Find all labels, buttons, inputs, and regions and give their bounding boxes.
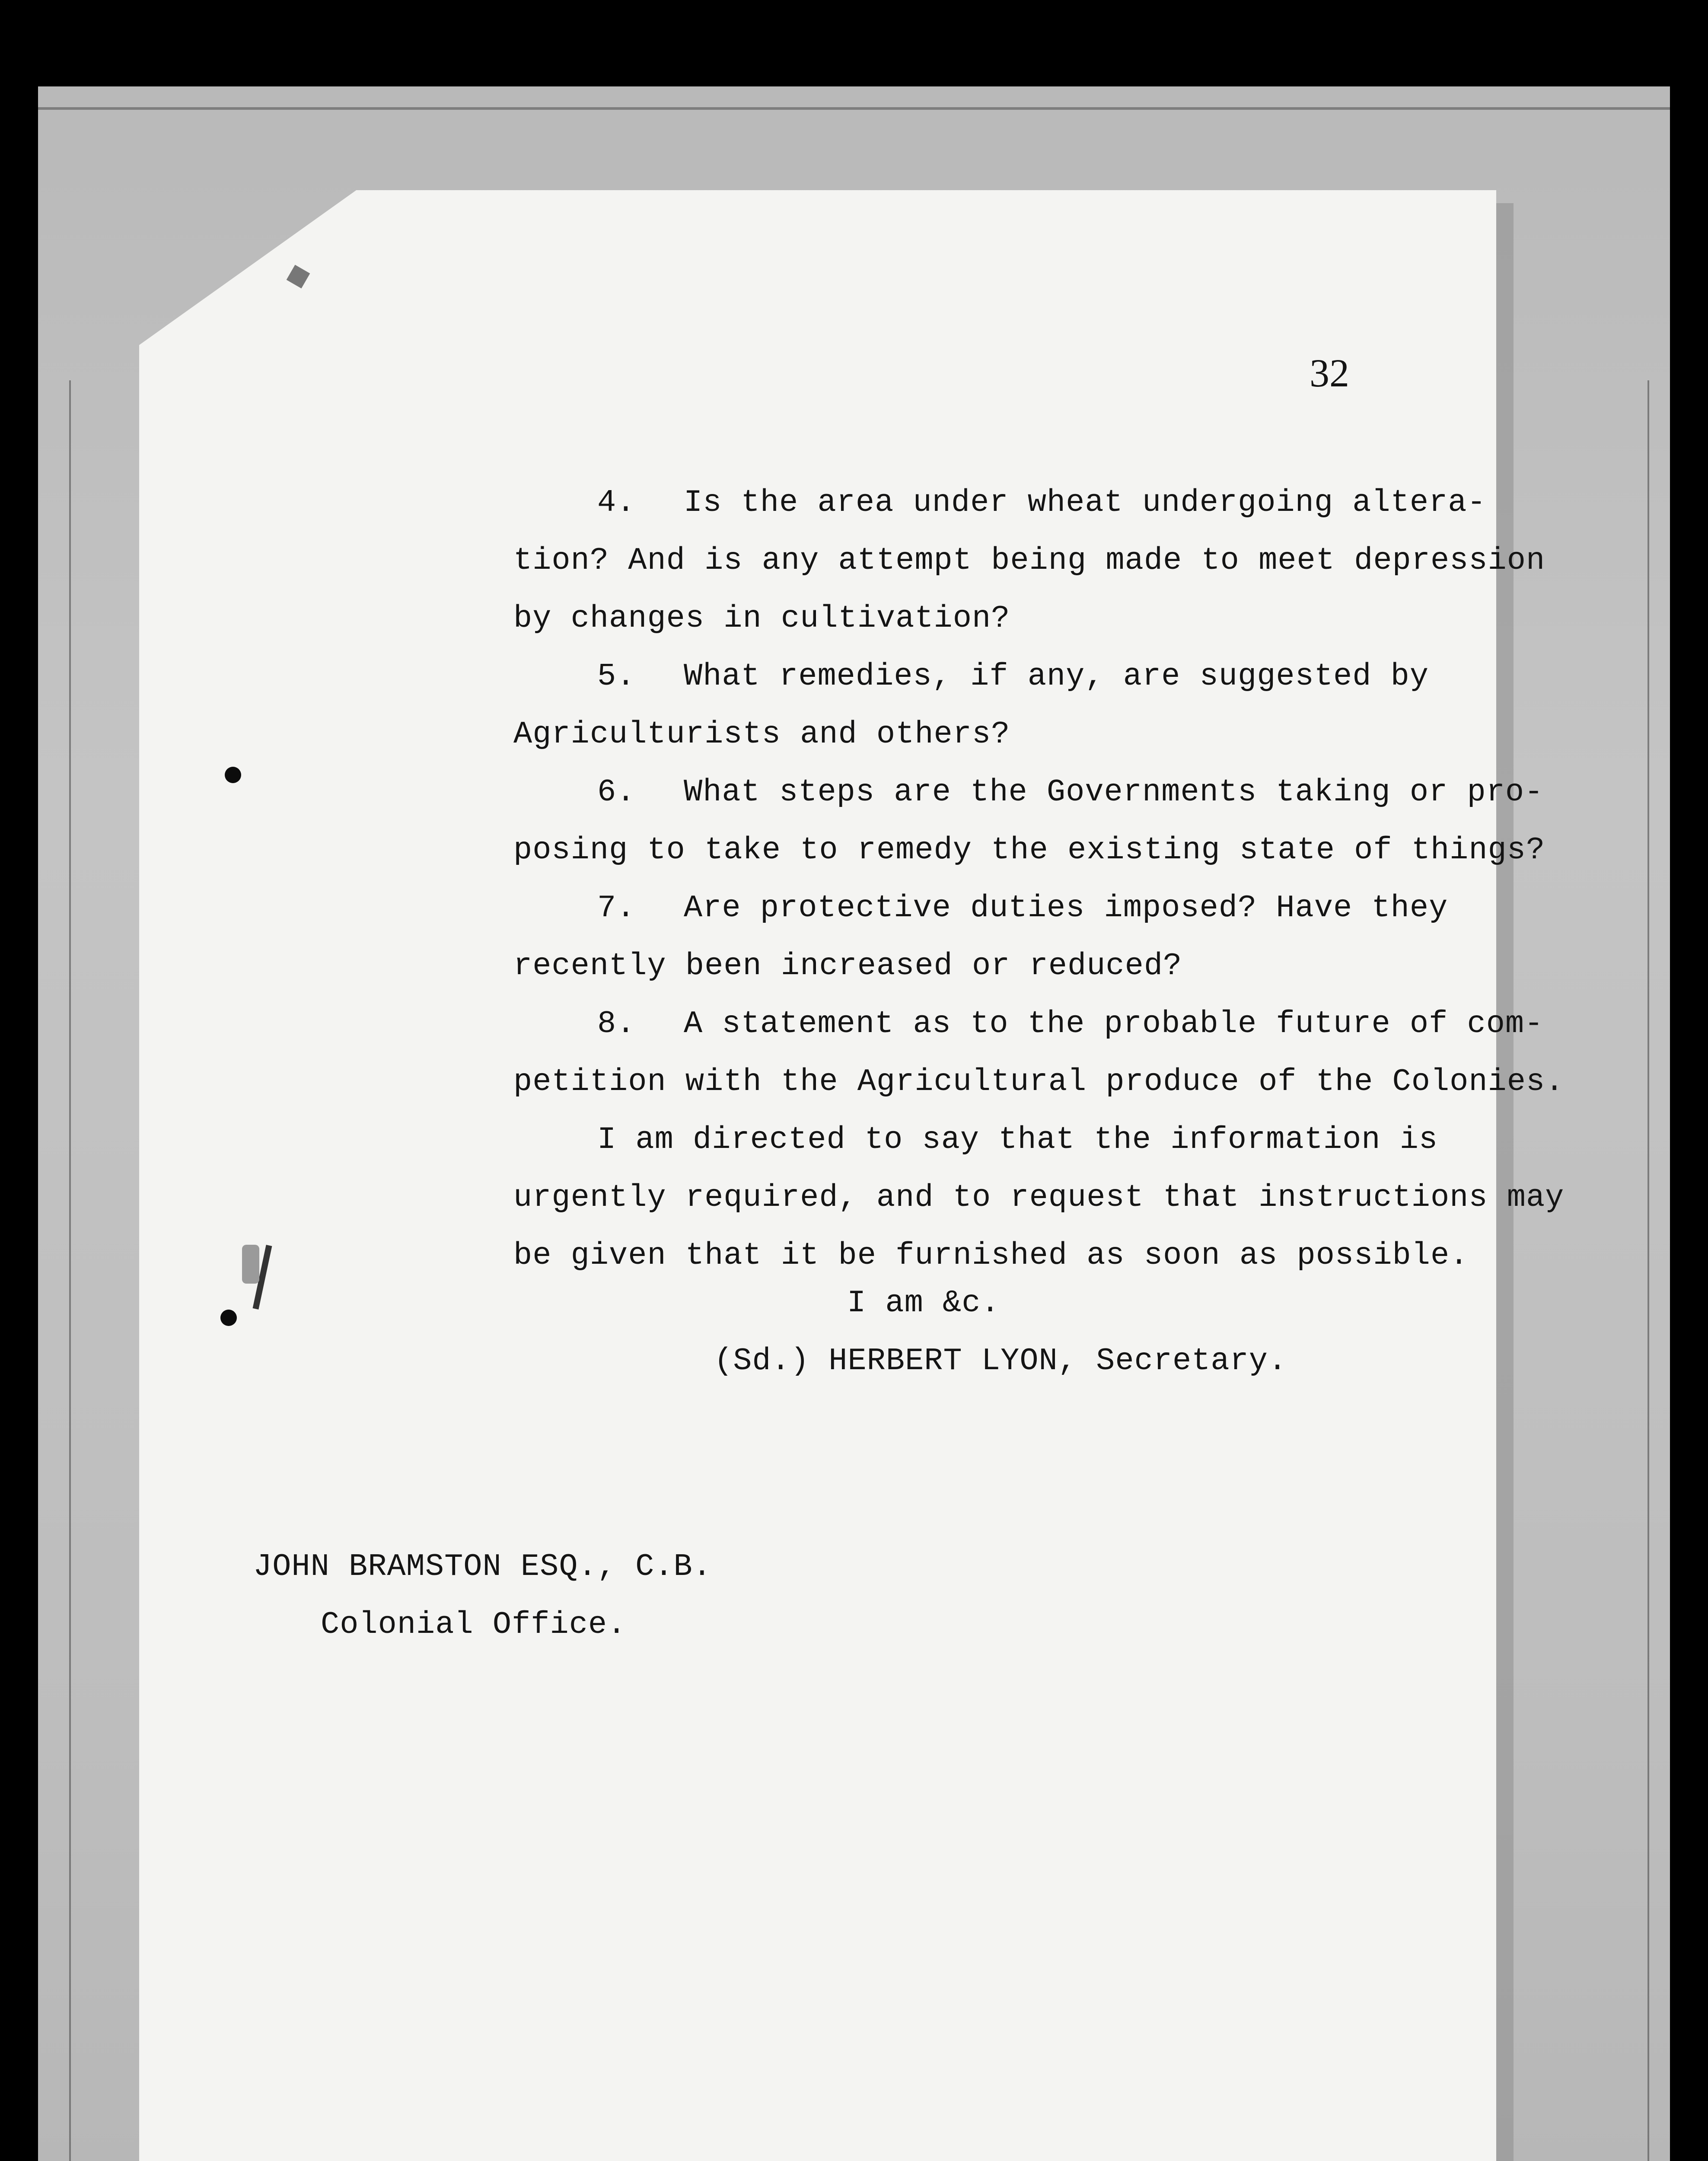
- letter-closing: I am &c.: [847, 1285, 1000, 1321]
- letter-line: [513, 705, 1473, 763]
- line-text: recently been increased or reduced?: [513, 948, 1182, 984]
- letter-line: [513, 1053, 1565, 1111]
- backing-fold-line-right: [1647, 380, 1649, 2161]
- line-text: I am directed to say that the information is: [597, 1122, 1438, 1157]
- line-text: urgently required, and to request that instructions may: [513, 1180, 1565, 1215]
- item-number: 5.: [597, 659, 636, 694]
- letter-line: [513, 590, 1473, 647]
- line-text: Agriculturists and others?: [513, 717, 1010, 752]
- letter-line: [513, 474, 1486, 532]
- letter-line: [513, 879, 1473, 937]
- backing-edge: [38, 107, 1670, 110]
- item-number: 8.: [597, 1006, 636, 1042]
- item-number: 4.: [597, 485, 636, 520]
- letter-line: [513, 647, 1473, 705]
- letter-line: [513, 763, 1544, 821]
- letter-line: [513, 1111, 1473, 1169]
- line-text: Are protective duties imposed? Have they: [684, 890, 1448, 926]
- item-number: 6.: [597, 775, 636, 810]
- backing-fold-line-left: [69, 380, 71, 2161]
- line-text: Is the area under wheat undergoing altera-: [684, 485, 1486, 520]
- line-text: What remedies, if any, are suggested by: [684, 659, 1429, 694]
- page-number: 32: [1310, 351, 1349, 395]
- item-number: 7.: [597, 890, 636, 926]
- letter-signature: (Sd.) HERBERT LYON, Secretary.: [714, 1343, 1287, 1379]
- line-text: petition with the Agricultural produce of the Colonies.: [513, 1064, 1565, 1100]
- line-text: What steps are the Governments taking or pro-: [684, 775, 1544, 810]
- addressee-name: JOHN BRAMSTON ESQ., C.B.: [253, 1549, 712, 1584]
- letter-line: [513, 995, 1544, 1053]
- paper-tear-icon: [242, 1245, 259, 1284]
- letter-body: [513, 474, 1565, 1284]
- letter-line: [513, 532, 1545, 590]
- line-text: tion? And is any attempt being made to meet depression: [513, 543, 1545, 578]
- punch-hole-icon: [225, 767, 241, 783]
- line-text: A statement as to the probable future of com-: [684, 1006, 1544, 1042]
- letter-line: [513, 821, 1545, 879]
- line-text: posing to take to remedy the existing state of things?: [513, 832, 1545, 868]
- addressee-office: Colonial Office.: [321, 1607, 627, 1642]
- line-text: be given that it be furnished as soon as possible.: [513, 1238, 1469, 1273]
- punch-hole-icon: [220, 1310, 237, 1326]
- line-text: by changes in cultivation?: [513, 601, 1010, 636]
- letter-line: [513, 937, 1473, 995]
- letter-line: [513, 1169, 1565, 1227]
